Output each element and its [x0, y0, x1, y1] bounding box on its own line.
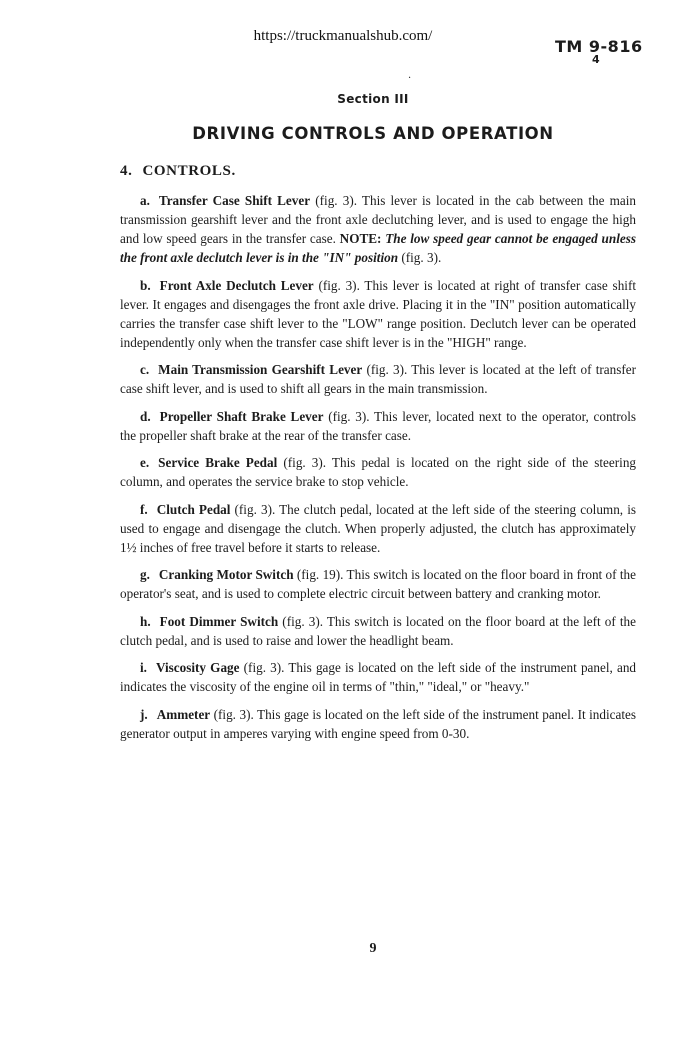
item-f — [120, 500, 636, 557]
item-g-text: (fig. 19). This switch is located on the floor board in front of the operator's seat, and is used to complete electric circuit between battery and cranking motor. — [120, 567, 636, 601]
item-e — [120, 453, 636, 491]
item-i-letter: i. — [140, 660, 147, 675]
item-d — [120, 407, 636, 445]
item-j — [120, 705, 636, 743]
item-f-title: Clutch Pedal — [156, 501, 231, 517]
section-label: Section III — [337, 92, 409, 106]
paragraph-number: 4. — [120, 163, 133, 179]
item-f-text: (fig. 3). The clutch pedal, located at the left side of the steering column, is used to engage and disengage the clutch. When properly adjusted, the clutch has approximately 1½ inches of free travel before it starts to release. — [120, 501, 636, 555]
item-i-title: Viscosity Gage — [155, 660, 240, 675]
item-e-label — [140, 455, 277, 470]
page-number: 9 — [369, 941, 377, 956]
item-g-title: Cranking Motor Switch — [158, 567, 294, 582]
item-h-text: (fig. 3). This switch is located on the floor board at the left of the clutch pedal, and is used to raise and lower the headlight beam. — [120, 613, 636, 648]
item-b-text: (fig. 3). This lever is located at right of transfer case shift lever. It engages and disengages the front axle drive. Placing it in the "IN" position automatically carries the transfer case shift lever to the "LOW" range position. Declutch lever can be operated independently only when the transfer case shift lever is in the "HIGH" range. — [120, 277, 637, 350]
item-b-title: Front Axle Declutch Lever — [159, 277, 314, 293]
paragraph-heading — [120, 163, 236, 180]
item-g-label — [140, 567, 294, 582]
section-title: DRIVING CONTROLS AND OPERATION — [192, 124, 554, 143]
item-h-label — [140, 614, 278, 629]
item-e-letter: e. — [140, 455, 150, 470]
item-f-letter: f. — [140, 501, 148, 517]
item-c-label — [140, 362, 362, 377]
item-b-letter: b. — [140, 277, 151, 293]
item-j-text: (fig. 3). This gage is located on the left side of the instrument panel. It indicates generator output in amperes varying with engine speed from 0-30. — [120, 706, 636, 741]
paragraph-heading-text: CONTROLS. — [142, 163, 236, 179]
item-h-title: Foot Dimmer Switch — [159, 613, 279, 629]
tm-number: TM 9-816 — [555, 37, 643, 56]
item-a-letter: a. — [140, 193, 150, 208]
item-a — [120, 191, 636, 267]
item-d-letter: d. — [140, 408, 151, 424]
stray-dot: . — [408, 70, 412, 81]
item-a-label — [140, 193, 310, 208]
item-c — [120, 360, 636, 398]
item-i-label — [140, 660, 240, 675]
item-b — [120, 276, 636, 352]
item-a-note-label: NOTE: — [339, 231, 382, 246]
item-d-title: Propeller Shaft Brake Lever — [159, 408, 324, 424]
item-a-text: (fig. 3). This lever is located in the cab between the main transmission gearshift lever and the front axle declutching lever, and is used to engage the high and low speed gears in the transfer case. — [120, 193, 636, 246]
paragraph-reference: 4 — [592, 53, 600, 66]
item-c-title: Main Transmission Gearshift Lever — [158, 362, 363, 377]
item-a-title: Transfer Case Shift Lever — [158, 193, 311, 208]
item-e-text: (fig. 3). This pedal is located on the right side of the steering column, and operates the service brake to stop vehicle. — [120, 455, 637, 489]
item-e-title: Service Brake Pedal — [158, 455, 278, 470]
source-url[interactable]: https://truckmanualshub.com/ — [253, 28, 433, 44]
item-j-letter: j. — [140, 706, 148, 722]
item-d-text: (fig. 3). This lever, located next to the operator, controls the propeller shaft brake at the rear of the transfer case. — [120, 408, 636, 443]
item-c-letter: c. — [140, 362, 150, 377]
item-h — [120, 612, 636, 650]
item-f-label — [140, 502, 230, 517]
item-j-title: Ammeter — [156, 706, 211, 722]
document-body — [120, 191, 636, 751]
item-a-note-text: The low speed gear cannot be engaged unless the front axle declutch lever is in the "IN" position — [120, 231, 636, 265]
item-i-text: (fig. 3). This gage is located on the left side of the instrument panel, and indicates the viscosity of the engine oil in terms of "thin," "ideal," or "heavy." — [120, 660, 637, 694]
item-g — [120, 565, 636, 603]
item-g-letter: g. — [140, 567, 150, 582]
item-a-figure-ref: (fig. 3). — [398, 250, 442, 265]
item-j-label — [140, 707, 210, 722]
item-i — [120, 658, 636, 696]
item-b-label — [140, 278, 314, 293]
item-d-label — [140, 409, 323, 424]
item-h-letter: h. — [140, 613, 151, 629]
item-c-text: (fig. 3). This lever is located at the left of transfer case shift lever, and is used to shift all gears in the main transmission. — [120, 362, 636, 396]
